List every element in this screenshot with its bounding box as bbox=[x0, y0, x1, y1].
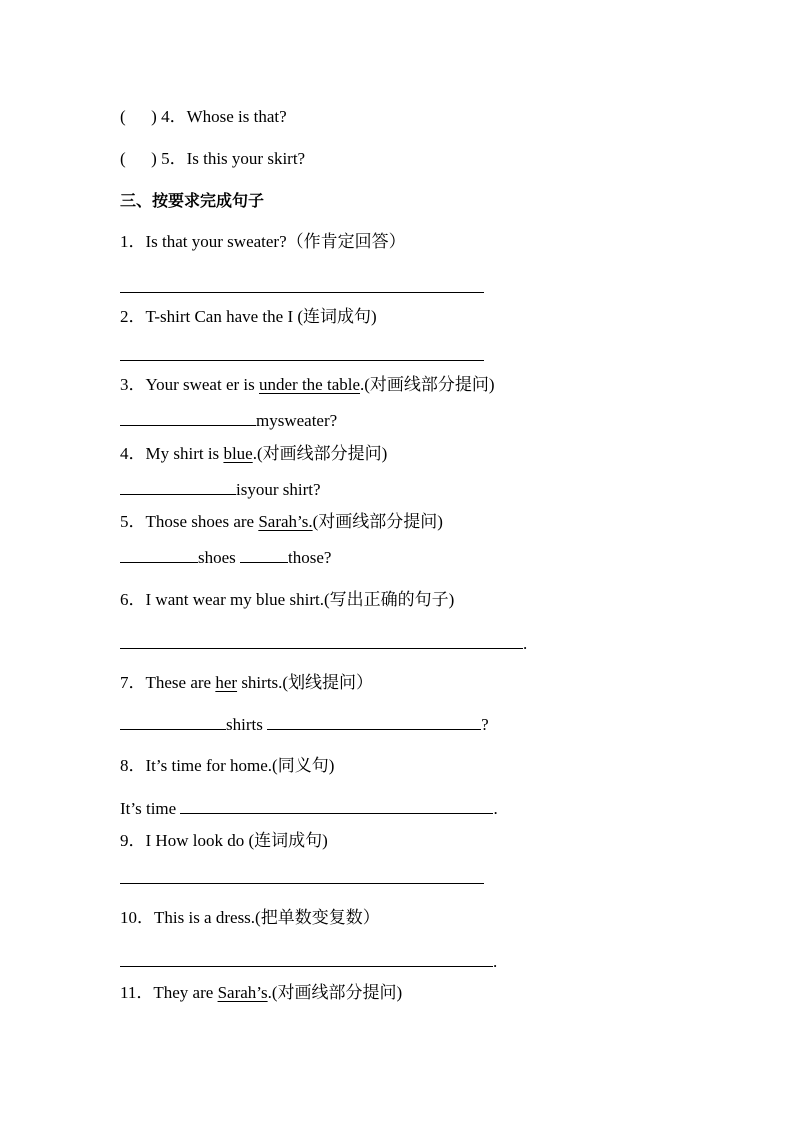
answer-tail: those? bbox=[288, 548, 332, 567]
sentence-number: 10． bbox=[120, 908, 154, 927]
answer-paren: ( ) bbox=[120, 107, 157, 126]
sentence-number: 4． bbox=[120, 444, 146, 463]
answer-mid: shoes bbox=[198, 548, 241, 567]
underlined-part: blue bbox=[223, 444, 253, 463]
sentence-instruction: shirts.(划线提问） bbox=[237, 673, 374, 692]
sentence-7 bbox=[120, 673, 373, 693]
answer-line-1[interactable] bbox=[120, 292, 484, 293]
sentence-instruction: .(对画线部分提问) bbox=[267, 983, 403, 1002]
answer-paren: ( ) bbox=[120, 149, 157, 168]
sentence-number: 8． bbox=[120, 756, 146, 775]
sentence-text: It’s time for home.(同义句) bbox=[145, 756, 335, 775]
item-4 bbox=[120, 107, 287, 127]
answer-tail: mysweater? bbox=[256, 411, 338, 430]
sentence-number: 2． bbox=[120, 307, 146, 326]
underlined-part: under the table bbox=[259, 375, 361, 394]
sentence-number: 9． bbox=[120, 831, 146, 850]
answer-end: . bbox=[523, 634, 528, 653]
underlined-part: Sarah’s bbox=[217, 983, 268, 1002]
answer-end: ? bbox=[481, 715, 489, 734]
sentence-text: Your sweat er is bbox=[145, 375, 259, 394]
underlined-part: her bbox=[215, 673, 238, 692]
answer-10 bbox=[120, 951, 497, 972]
sentence-text: Is that your sweater?（作肯定回答） bbox=[145, 232, 406, 251]
answer-line-2[interactable] bbox=[120, 360, 484, 361]
sentence-instruction: (对画线部分提问) bbox=[312, 512, 443, 531]
sentence-3 bbox=[120, 375, 495, 395]
sentence-9 bbox=[120, 831, 328, 851]
sentence-number: 6． bbox=[120, 590, 146, 609]
sentence-11 bbox=[120, 983, 402, 1003]
sentence-1 bbox=[120, 232, 406, 252]
item-5 bbox=[120, 149, 305, 169]
sentence-text: These are bbox=[145, 673, 216, 692]
answer-blank[interactable] bbox=[120, 479, 236, 495]
item-text: Is this your skirt? bbox=[186, 149, 306, 168]
sentence-text: They are bbox=[153, 983, 218, 1002]
answer-tail: isyour shirt? bbox=[236, 480, 321, 499]
answer-blank[interactable] bbox=[180, 798, 493, 814]
answer-blank-2[interactable] bbox=[267, 714, 481, 730]
answer-7 bbox=[120, 714, 489, 735]
sentence-text: T-shirt Can have the I (连词成句) bbox=[145, 307, 377, 326]
answer-prefix: It’s time bbox=[120, 799, 181, 818]
section-heading: 三、按要求完成句子 bbox=[120, 191, 265, 210]
sentence-number: 7． bbox=[120, 673, 146, 692]
sentence-text: I How look do (连词成句) bbox=[145, 831, 328, 850]
answer-blank[interactable] bbox=[120, 633, 523, 649]
sentence-text: This is a dress.(把单数变复数） bbox=[154, 908, 380, 927]
answer-blank[interactable] bbox=[120, 547, 198, 563]
sentence-8 bbox=[120, 756, 334, 776]
sentence-number: 1． bbox=[120, 232, 146, 251]
item-number: 4． bbox=[156, 107, 187, 126]
sentence-number: 5． bbox=[120, 512, 146, 531]
sentence-instruction: .(对画线部分提问) bbox=[360, 375, 495, 394]
answer-6 bbox=[120, 633, 527, 654]
sentence-text: Those shoes are bbox=[145, 512, 259, 531]
sentence-6 bbox=[120, 590, 454, 610]
sentence-number: 3． bbox=[120, 375, 146, 394]
answer-8 bbox=[120, 798, 498, 819]
underlined-part: Sarah’s. bbox=[258, 512, 313, 531]
sentence-5 bbox=[120, 512, 443, 532]
sentence-4 bbox=[120, 444, 387, 464]
sentence-2 bbox=[120, 307, 377, 327]
answer-blank[interactable] bbox=[120, 714, 226, 730]
sentence-text: I want wear my blue shirt.(写出正确的句子) bbox=[145, 590, 455, 609]
answer-mid: shirts bbox=[226, 715, 268, 734]
item-number: 5． bbox=[156, 149, 187, 168]
sentence-number: 11． bbox=[120, 983, 154, 1002]
answer-end: . bbox=[493, 799, 498, 818]
answer-4 bbox=[120, 479, 321, 500]
answer-blank[interactable] bbox=[120, 951, 493, 967]
sentence-text: My shirt is bbox=[145, 444, 224, 463]
answer-end: . bbox=[493, 952, 498, 971]
sentence-10 bbox=[120, 908, 380, 928]
answer-5 bbox=[120, 547, 331, 568]
item-text: Whose is that? bbox=[186, 107, 287, 126]
sentence-instruction: .(对画线部分提问) bbox=[252, 444, 388, 463]
answer-3 bbox=[120, 410, 337, 431]
answer-blank-2[interactable] bbox=[240, 547, 288, 563]
answer-blank[interactable] bbox=[120, 410, 256, 426]
answer-line-9[interactable] bbox=[120, 883, 484, 884]
